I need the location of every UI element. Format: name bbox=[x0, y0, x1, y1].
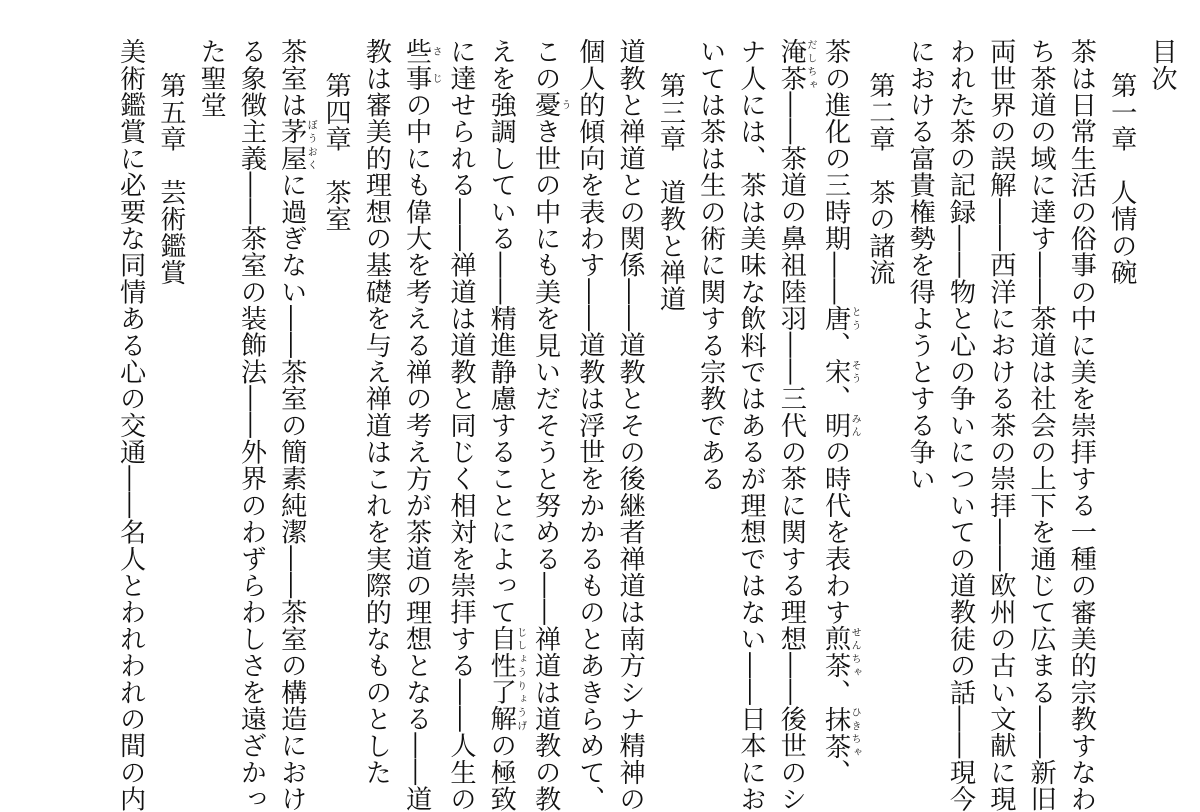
chapter-3-title: 第三章 道教と禅道 bbox=[655, 72, 686, 313]
ruby-dashicha: 淹茶だしちゃ bbox=[776, 38, 816, 92]
toc-heading: 目次 bbox=[1147, 38, 1177, 92]
ruby-tang: 唐とう bbox=[820, 304, 861, 332]
chapter-2-line-3: ナ人には、茶は美味な飲料ではあるが理想ではない――日本にお bbox=[736, 38, 767, 812]
chapter-2-line-1: 茶の進化の三時期――唐とう、宋そう、明みんの時代を表わす煎茶せんちゃ、抹茶ひきちゃ、 bbox=[820, 38, 861, 786]
chapter-3-line-4: えを強調している――精進静慮することによって自性了解じしょうりょうげの極致 bbox=[486, 38, 526, 812]
ruby-sencha: 煎茶せんちゃ bbox=[820, 625, 861, 679]
chapter-3-line-2: 個人的傾向を表わす――道教は浮世をかかるものとあきらめて、 bbox=[574, 38, 605, 812]
chapter-1-line-5: における富貴権勢を得ようとする争い bbox=[905, 38, 936, 492]
ruby-jishou: 自性了解じしょうりょうげ bbox=[486, 625, 526, 733]
chapter-1-line-1: 茶は日常生活の俗事の中に美を崇拝する一種の審美的宗教すなわ bbox=[1066, 38, 1097, 812]
chapter-3-line-3: この憂うき世の中にも美を見いだそうと努める――禅道は道教の教 bbox=[530, 38, 571, 812]
ruby-u: 憂う bbox=[530, 91, 571, 119]
table-of-contents bbox=[12, 38, 1182, 812]
chapter-2-line-2: 淹茶だしちゃ――茶道の鼻祖陸羽――三代の茶に関する理想――後世のシ bbox=[776, 38, 816, 812]
chapter-1-line-3: 両世界の誤解――西洋における茶の崇拝――欧州の古い文献に現 bbox=[985, 38, 1016, 812]
text-segment: 茶の進化の三時期―― bbox=[820, 38, 851, 305]
ruby-ming: 明みん bbox=[820, 411, 861, 439]
chapter-1-line-4: われた茶の記録――物と心の争いについての道教徒の話――現今 bbox=[945, 38, 976, 812]
ruby-hikicha: 抹茶ひきちゃ bbox=[820, 705, 861, 759]
ruby-saji: 些事さじ bbox=[401, 38, 442, 92]
chapter-2-line-4: いては茶は生の術に関する宗教である bbox=[695, 38, 726, 492]
chapter-3-line-6: 些事さじの中にも偉大を考える禅の考え方が茶道の理想となる――道 bbox=[401, 38, 442, 812]
chapter-5-line-1: 美術鑑賞に必要な同情ある心の交通――名人とわれわれの間の内 bbox=[115, 38, 146, 812]
ruby-bouoku: 茅屋ぼうおく bbox=[276, 118, 317, 172]
chapter-3-line-1: 道教と禅道との関係――道教とその後継者禅道は南方シナ精神の bbox=[615, 38, 646, 812]
chapter-1-line-2: ち茶道の域に達す――茶道は社会の上下を通じて広まる――新旧 bbox=[1026, 38, 1057, 812]
chapter-1-title: 第一章 人情の碗 bbox=[1106, 72, 1137, 286]
chapter-4-line-1: 茶室は茅屋ぼうおくに過ぎない――茶室の簡素純潔――茶室の構造におけ bbox=[276, 38, 317, 812]
chapter-4-title: 第四章 茶室 bbox=[321, 72, 352, 233]
chapter-3-line-7: 教は審美的理想の基礎を与え禅道はこれを実際的なものとした bbox=[361, 38, 392, 786]
chapter-3-line-5: に達せられる――禅道は道教と同じく相対を崇拝する――人生の bbox=[445, 38, 476, 812]
chapter-4-line-3: た聖堂 bbox=[196, 38, 227, 119]
chapter-4-line-2: る象徴主義――茶室の装飾法――外界のわずらわしさを遠ざかっ bbox=[236, 38, 267, 812]
chapter-2-title: 第二章 茶の諸流 bbox=[864, 72, 895, 286]
chapter-5-title: 第五章 芸術鑑賞 bbox=[155, 72, 186, 286]
ruby-song: 宋そう bbox=[820, 358, 861, 386]
